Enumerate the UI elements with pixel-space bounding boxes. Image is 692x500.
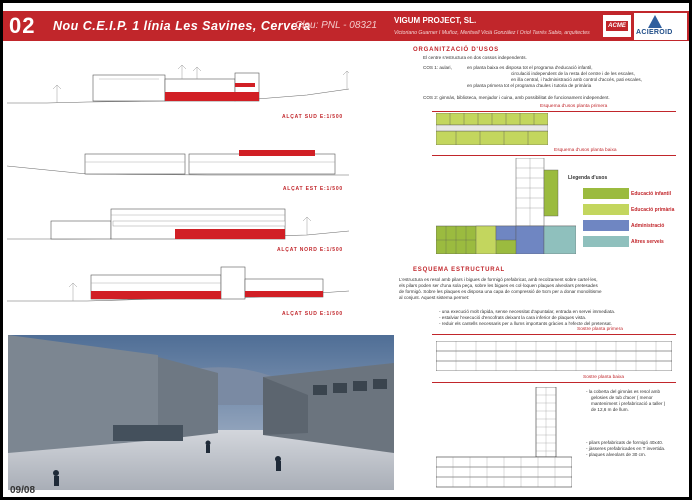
elevation-north [7, 201, 349, 261]
firm-name: VIGUM PROJECT, SL. [394, 16, 477, 25]
plan-first-floor-caption: Esquema d'usos planta primera [540, 104, 608, 109]
elevation-south-1 [7, 59, 349, 124]
structure-para-4: al conjunt. Aquest sistema permet: [399, 295, 470, 300]
slab-ground-floor-caption: Sostre planta baixa [583, 375, 625, 380]
plan-ground-floor-caption: Esquema d'usos planta baixa [554, 148, 617, 153]
elevation-drawing [7, 201, 349, 247]
presentation-board [3, 3, 689, 497]
roof-note-2: gelosies de tub d'acer ( menor [591, 395, 653, 400]
structure-note-1: - pilars prefabricats de formigó 40x40. [586, 440, 664, 445]
first-floor-slab-diagram [436, 341, 672, 371]
cos1-label: COS 1: aulari, [423, 65, 452, 70]
project-title: Nou C.E.I.P. 1 línia Les Savines, Cervera [53, 19, 311, 33]
legend-swatch-infantil [583, 188, 629, 199]
legend-label-serveis: Altres serveis [631, 239, 664, 245]
first-floor-usage-plan [436, 113, 548, 145]
board-number: 02 [9, 13, 36, 38]
section-heading-uses: ORGANITZACIÓ D'USOS [413, 47, 499, 53]
ground-floor-slab-diagram [436, 387, 572, 491]
divider [432, 382, 676, 383]
structure-para-2: els pilars poden ser d'una sola peça, sobre les bigues es col·loquen plaques alveolars pretesades [399, 283, 598, 288]
acme-logo: ACME [603, 15, 631, 37]
page-number: 09/08 [10, 485, 36, 496]
legend-label-infantil: Educació infantil [631, 191, 672, 197]
legend-label-primaria: Educació primària [631, 207, 675, 213]
uses-intro: El centre s'estructura en dos cossos independents. [423, 55, 527, 60]
legend-title: Llegenda d'usos [568, 175, 608, 181]
structure-bullet-1: - una execució molt ràpida, sense necessitat d'apuntalar, entrada en servei immediata. [439, 309, 616, 314]
section-heading-structure: ESQUEMA ESTRUCTURAL [413, 267, 505, 273]
elevation-label: ALÇAT SUD E:1/500 [281, 114, 343, 120]
legend-swatch-administracio [583, 220, 629, 231]
architects-line: Victoriano Guarner I Muñoz, Meritxell Vicià González I Oriol Tarrés Sabio, arquitectes [394, 30, 590, 36]
elevation-east [7, 138, 349, 198]
elevation-drawing [7, 261, 349, 307]
cos1-line-3: en illa central, i l'administració amb control d'accés, pati escales, [511, 77, 642, 82]
elevation-label: ALÇAT EST E:1/500 [282, 186, 343, 192]
elevation-label: ALÇAT NORD E:1/500 [277, 247, 343, 253]
structure-bullet-2: - estalviar l'execució d'encofrats deixant la cara inferior de plaques vista. [439, 315, 587, 320]
cos1-line-2: circulació independent de la resta del centre i de les escales, [511, 71, 635, 76]
structure-para-1: L'estructura es resol amb pilars i bigues de formigó prefabricat, amb recolzament sobre cartel·les, [399, 277, 598, 282]
cos1-line-1: en planta baixa es disposa tot el programa d'educació infantil, [467, 65, 593, 70]
elevation-drawing [7, 59, 349, 109]
exterior-render [8, 335, 394, 490]
elevation-drawing [7, 138, 349, 184]
logo-mark-icon [648, 15, 662, 28]
roof-note-4: de 12,6 m de llum. [591, 407, 629, 412]
structure-para-3: de formigó. Sobre les plaques es disposa una capa de compressió de 5cm per a donar monolitisme [399, 289, 602, 294]
acieroid-logo: ACIEROID [634, 13, 687, 40]
elevation-south-2 [7, 261, 349, 325]
cos2-text: COS 2: gimnàs, biblioteca, menjador i cuina, amb possibilitat de funcionament independent. [423, 95, 610, 100]
legend-label-administracio: Administració [631, 223, 665, 229]
divider [432, 155, 676, 156]
roof-note-1: - la coberta del gimnàs es resol amb [586, 389, 661, 394]
project-code: Clau: PNL - 08321 [295, 20, 378, 31]
divider [432, 111, 676, 112]
structure-note-2: - jàsseres prefabricades en T invertida. [586, 446, 666, 451]
divider [432, 334, 676, 335]
slab-first-floor-caption: Sostre planta primera [577, 327, 623, 332]
elevation-label: ALÇAT SUD E:1/500 [281, 311, 343, 317]
legend-swatch-serveis [583, 236, 629, 247]
structure-note-3: - plaques alveolars de 30 cm. [586, 452, 647, 457]
structure-bullet-3: - reduir els cantells necessaris per a llums importants gràcies a l'efecte del pretensat. [439, 321, 612, 326]
legend-swatch-primaria [583, 204, 629, 215]
roof-note-3: manteniment i prefabricació a taller ) [591, 401, 666, 406]
ground-floor-usage-plan [436, 158, 576, 254]
render-image [8, 335, 394, 490]
header-band [3, 11, 689, 41]
cos1-line-4: en planta primera tot el programa d'aules i tutoria de primària [467, 83, 592, 88]
